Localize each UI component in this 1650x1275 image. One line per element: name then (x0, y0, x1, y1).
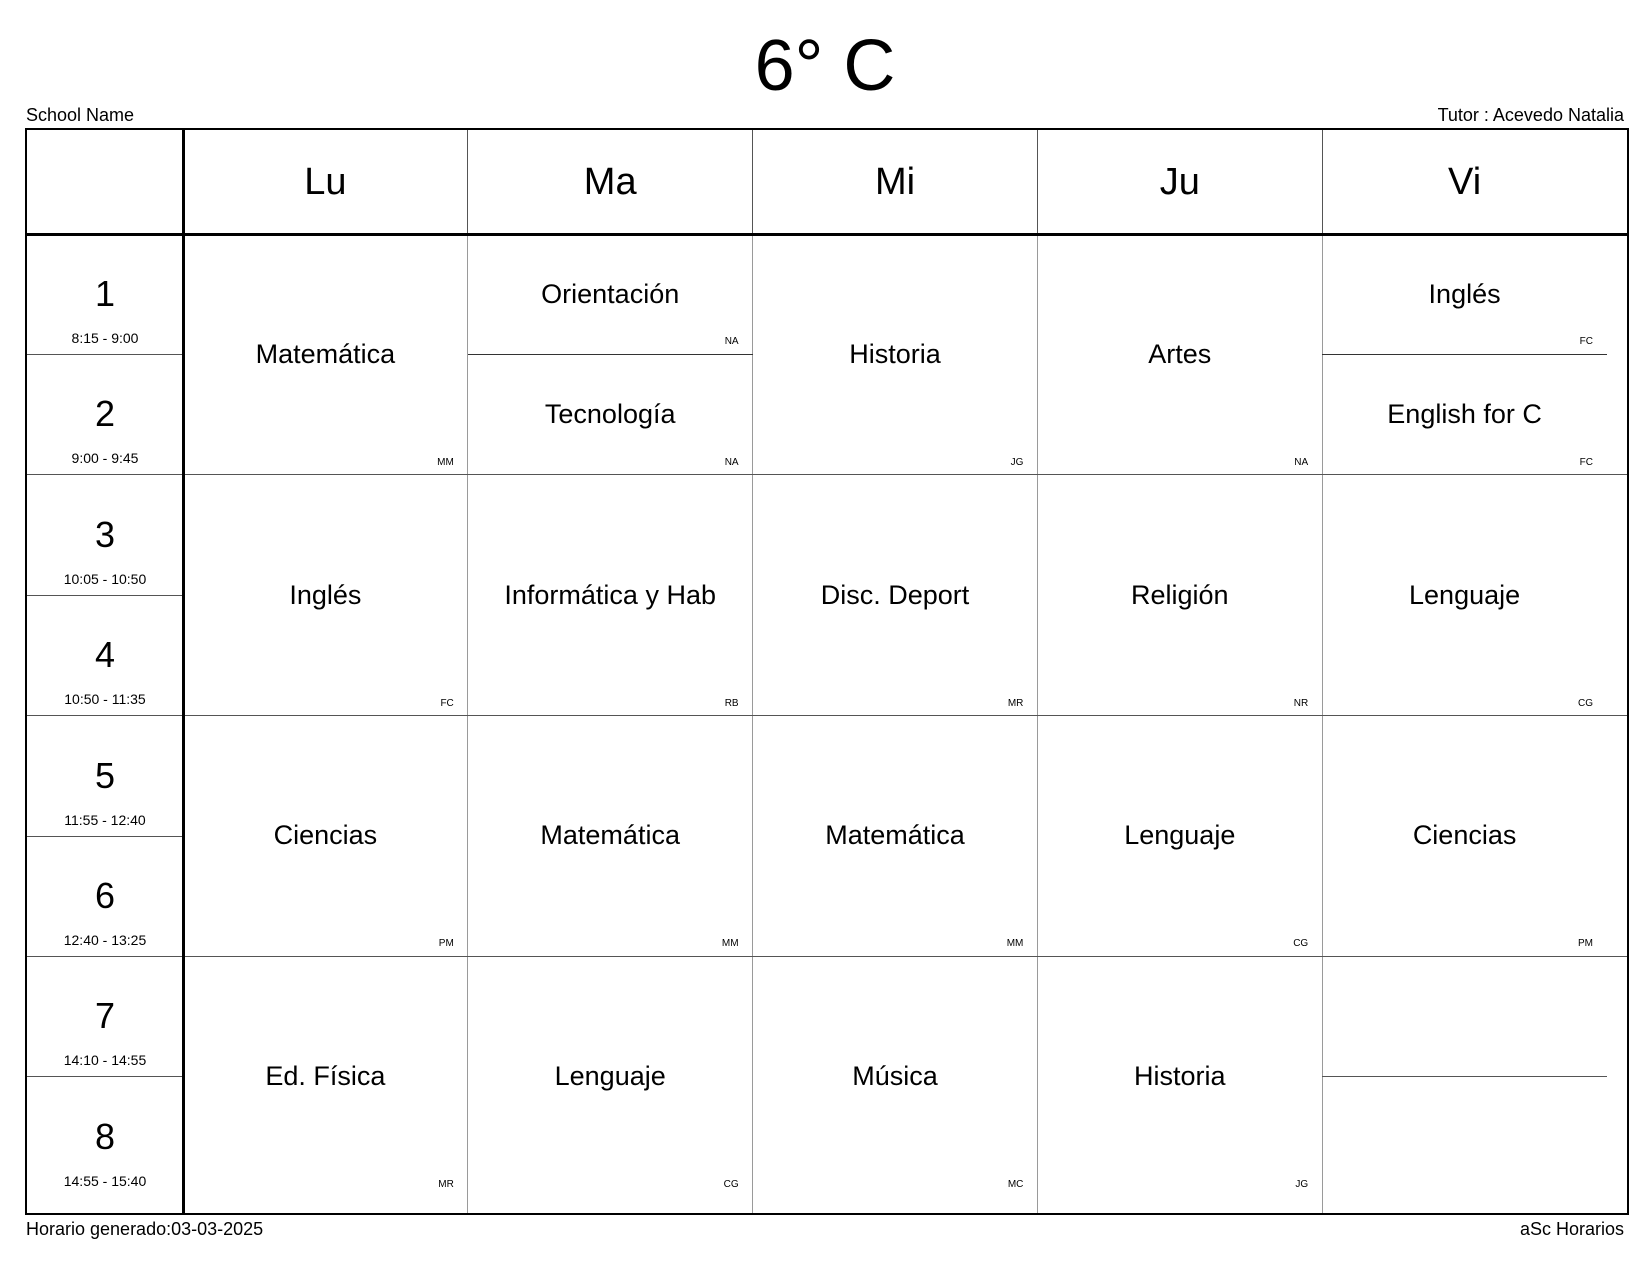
software-name: aSc Horarios (1519, 1219, 1624, 1239)
teacher-code: CG (1293, 938, 1309, 950)
day-header: Lu (304, 160, 347, 203)
lesson-cell (1037, 234, 1322, 475)
teacher-code: RB (724, 697, 739, 709)
period-time: 9:00 - 9:45 (71, 450, 139, 467)
period-label (27, 716, 183, 836)
teacher-code: JG (1010, 456, 1024, 468)
lesson-cell (1037, 475, 1322, 716)
generated-date: Horario generado:03-03-2025 (26, 1219, 264, 1239)
lesson-cell (468, 234, 753, 354)
lesson-cell (1322, 354, 1607, 474)
teacher-code: MR (438, 1179, 454, 1191)
header-border (27, 233, 1627, 236)
period-time: 8:15 - 9:00 (71, 330, 139, 346)
teacher-code: MM (437, 456, 454, 468)
teacher-code: MR (1007, 697, 1024, 709)
tutor-name: Tutor : Acevedo Natalia (1437, 105, 1624, 125)
day-header: Ju (1159, 160, 1200, 203)
subject-name: Ed. Física (265, 1061, 386, 1092)
lesson-cell (468, 956, 753, 1197)
teacher-code: PM (1577, 938, 1593, 950)
period-label (27, 1077, 183, 1197)
day-header: Ma (583, 160, 637, 203)
period-label (27, 354, 183, 474)
header-separator (1037, 130, 1038, 234)
teacher-code: FC (1579, 456, 1593, 468)
teacher-code: NA (1294, 456, 1309, 468)
teacher-code: PM (438, 938, 454, 950)
lesson-cell (183, 234, 468, 475)
teacher-code: JG (1295, 1179, 1309, 1191)
period-time: 14:55 - 15:40 (63, 1172, 147, 1189)
lesson-separator (468, 354, 753, 356)
teacher-code: NA (724, 336, 739, 348)
day-header: Vi (1448, 160, 1482, 203)
period-column-border (182, 130, 185, 1213)
subject-name: Matemática (540, 820, 680, 851)
period-time: 10:50 - 11:35 (64, 691, 146, 708)
block-separator (27, 715, 1627, 716)
lesson-separator (1322, 354, 1607, 356)
subject-name: Música (852, 1061, 938, 1092)
teacher-code: FC (440, 697, 454, 709)
lesson-cell (1322, 475, 1607, 716)
teacher-code: CG (1577, 697, 1593, 709)
subject-name: Religión (1131, 579, 1229, 610)
subject-name: English for C (1387, 399, 1542, 430)
header-separator (752, 130, 753, 234)
period-separator (27, 836, 183, 837)
subject-name: Matemática (825, 820, 965, 851)
lesson-cell (1037, 956, 1322, 1197)
day-header: Mi (874, 160, 916, 203)
period-number: 8 (94, 1115, 116, 1157)
subject-name: Historia (1134, 1061, 1226, 1092)
school-name: School Name (26, 105, 135, 125)
lesson-cell (1322, 234, 1607, 354)
period-separator (27, 595, 183, 596)
subject-name: Historia (849, 338, 941, 369)
subject-name: Matemática (255, 338, 396, 369)
subject-name: Lenguaje (554, 1061, 666, 1092)
page-title: 6° C (754, 26, 896, 106)
period-number: 3 (94, 513, 116, 555)
subject-name: Tecnología (544, 399, 676, 430)
teacher-code: FC (1579, 336, 1593, 348)
period-label (27, 475, 183, 595)
period-number: 5 (94, 754, 116, 796)
period-time: 10:05 - 10:50 (63, 570, 147, 587)
header-separator (1322, 130, 1323, 234)
period-label (27, 836, 183, 956)
period-label (27, 956, 183, 1076)
teacher-code: MM (1006, 938, 1024, 950)
period-number: 4 (94, 634, 116, 676)
teacher-code: CG (723, 1179, 739, 1191)
empty-slot-separator (1322, 1076, 1607, 1077)
subject-name: Lenguaje (1409, 579, 1521, 610)
teacher-code: MM (721, 938, 739, 950)
lesson-cell (753, 956, 1038, 1197)
lesson-cell (183, 475, 468, 716)
lesson-cell (468, 716, 753, 957)
period-time: 11:55 - 12:40 (64, 811, 146, 828)
subject-name: Ciencias (273, 820, 378, 851)
block-separator (27, 956, 1627, 957)
subject-name: Inglés (289, 579, 362, 610)
period-label (27, 595, 183, 715)
period-separator (27, 354, 183, 355)
lesson-cell (183, 716, 468, 957)
period-separator (27, 1076, 183, 1077)
lesson-cell (1037, 716, 1322, 957)
subject-name: Orientación (541, 278, 680, 309)
block-separator (27, 474, 1627, 475)
lesson-cell (753, 234, 1038, 475)
period-number: 2 (94, 393, 116, 435)
period-number: 1 (94, 273, 116, 314)
subject-name: Lenguaje (1124, 820, 1236, 851)
subject-name: Ciencias (1412, 820, 1517, 851)
lesson-cell (753, 716, 1038, 957)
teacher-code: MC (1007, 1179, 1024, 1191)
lesson-cell (183, 956, 468, 1197)
lesson-cell (753, 475, 1038, 716)
period-time: 14:10 - 14:55 (63, 1052, 147, 1069)
period-number: 6 (94, 875, 116, 916)
day-separator (1322, 234, 1323, 1213)
lesson-cell (468, 354, 753, 474)
lesson-cell (1322, 716, 1607, 957)
teacher-code: NA (724, 456, 739, 468)
subject-name: Disc. Deport (820, 579, 970, 610)
lesson-cell (468, 475, 753, 716)
day-separator (752, 234, 753, 1213)
subject-name: Inglés (1428, 278, 1501, 309)
timetable-grid (25, 128, 1629, 1215)
day-separator (467, 234, 468, 1213)
period-number: 7 (94, 995, 116, 1037)
subject-name: Informática y Hab (504, 579, 716, 610)
day-separator (1037, 234, 1038, 1213)
subject-name: Artes (1148, 338, 1212, 369)
teacher-code: NR (1293, 697, 1309, 709)
header-separator (467, 130, 468, 234)
period-label (27, 234, 183, 354)
period-time: 12:40 - 13:25 (63, 932, 147, 948)
